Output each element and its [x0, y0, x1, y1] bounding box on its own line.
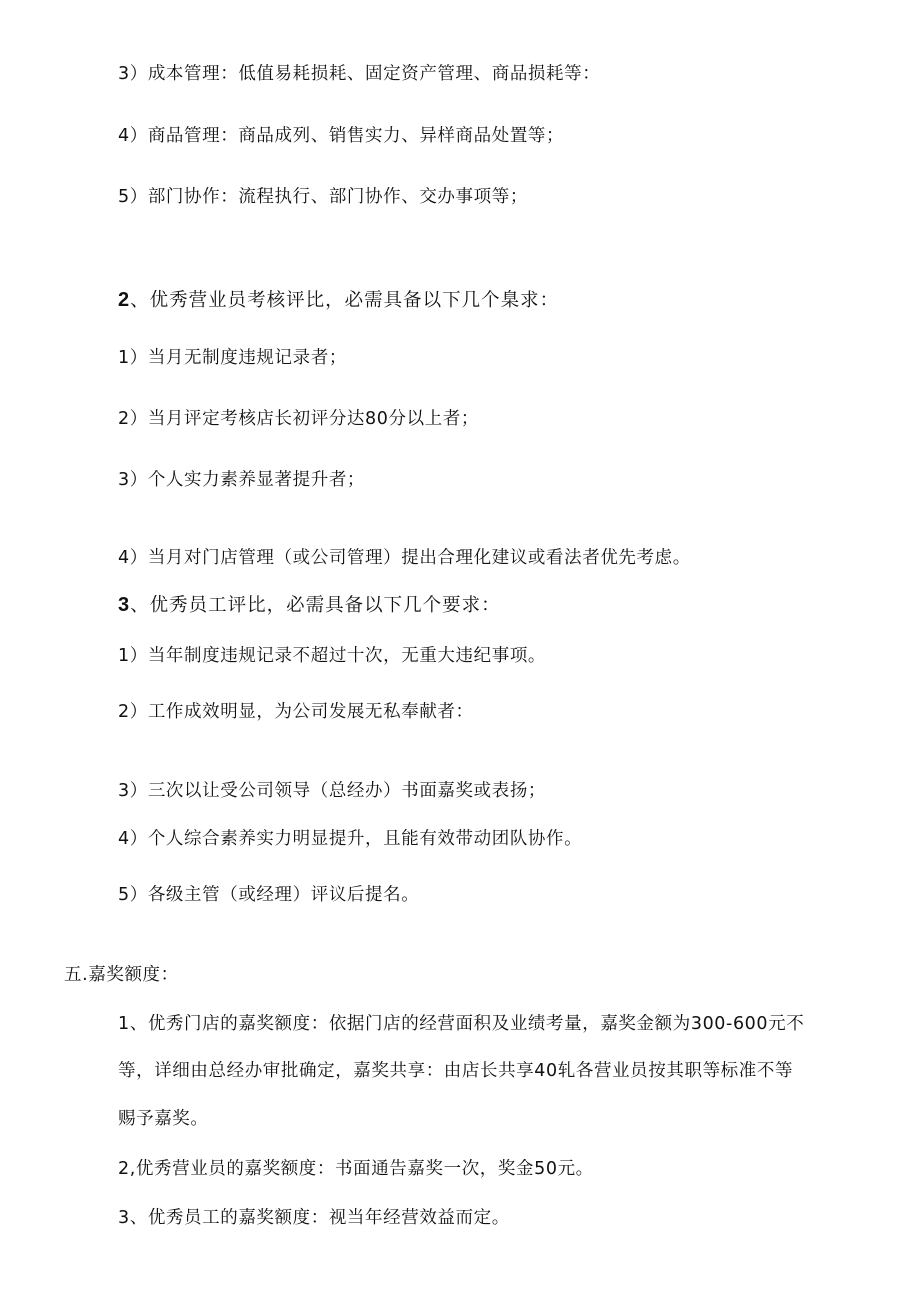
list-item-goods-management: 4）商品管理：商品成列、销售实力、异样商品处置等； [118, 126, 565, 146]
list-item: 4）当月对门店管理（或公司管理）提出合理化建议或看法者优先考虑。 [118, 548, 691, 568]
list-item: 4）个人综合素养实力明显提升，且能有效带动团队协作。 [118, 829, 583, 849]
list-item: 3）三次以让受公司领导（总经办）书面嘉奖或表扬； [118, 781, 547, 801]
list-item: 3）个人实力素养显著提升者； [118, 470, 366, 490]
heading-excellent-employee [118, 594, 501, 617]
list-item: 2）工作成效明显，为公司发展无私奉献者： [118, 702, 474, 722]
heading-number: 2 [118, 289, 131, 311]
paragraph-salesperson-reward: 2,优秀营业员的嘉奖额度：书面通告嘉奖一次，奖金50元。 [118, 1159, 594, 1179]
section-title-reward-amount: 五.嘉奖额度： [64, 965, 179, 985]
paragraph-line: 赐予嘉奖。 [118, 1109, 209, 1129]
heading-excellent-salesperson [118, 289, 559, 312]
list-item: 5）各级主管（或经理）评议后提名。 [118, 885, 420, 905]
paragraph-line: 等，详细由总经办审批确定，嘉奖共享：由店长共享40轧各营业员按其职等标准不等 [118, 1061, 794, 1081]
paragraph-employee-reward: 3、优秀员工的嘉奖额度：视当年经营效益而定。 [118, 1208, 510, 1228]
list-item-department-collaboration: 5）部门协作：流程执行、部门协作、交办事项等； [118, 187, 528, 207]
list-item: 2）当月评定考核店长初评分达80分以上者； [118, 409, 480, 429]
heading-text: 、优秀员工评比，必需具备以下几个要求： [130, 595, 501, 616]
list-item: 1）当年制度违规记录不超过十次，无重大违纪事项。 [118, 646, 547, 666]
list-item: 1）当月无制度违规记录者； [118, 348, 347, 368]
list-item-cost-management: 3）成本管理：低值易耗损耗、固定资产管理、商品损耗等： [118, 64, 601, 84]
heading-text: 、优秀营业员考核评比，必需具备以下几个臬求： [130, 290, 560, 311]
paragraph-line: 1、优秀门店的嘉奖额度：依据门店的经营面积及业绩考量，嘉奖金额为300-600元不 [118, 1014, 805, 1034]
heading-number: 3 [118, 594, 131, 616]
